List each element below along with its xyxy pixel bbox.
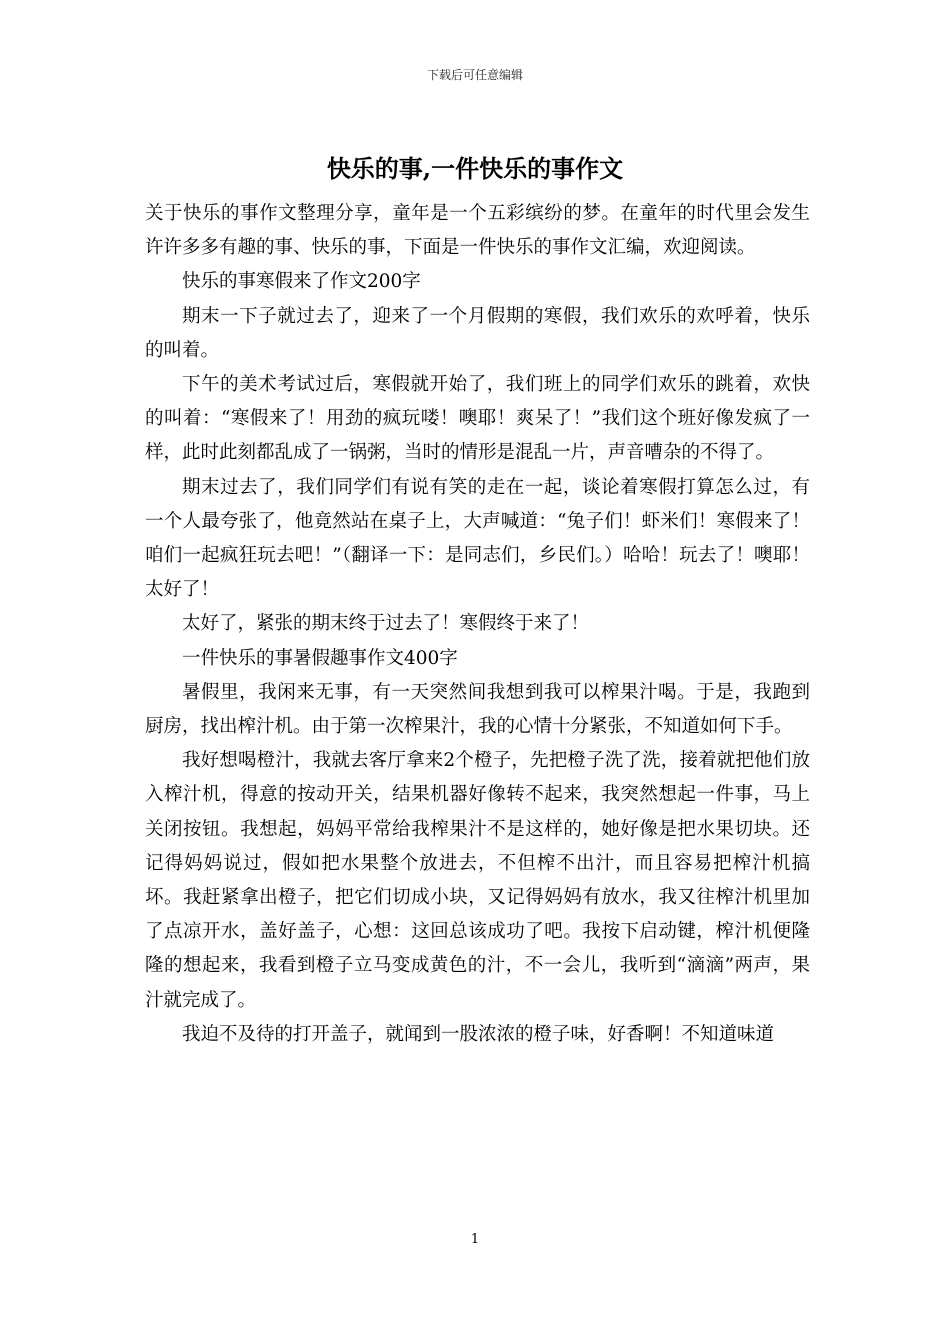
section-heading-winter: 快乐的事寒假来了作文200字	[182, 271, 421, 293]
document-title: 快乐的事,一件快乐的事作文	[326, 154, 624, 183]
intro-paragraph: 关于快乐的事作文整理分享，童年是一个五彩缤纷的梦。在童年的时代里会发生许许多多有趣的事、快乐的事，下面是一件快乐的事作文汇编，欢迎阅读。	[145, 203, 810, 259]
section-heading-summer: 一件快乐的事暑假趣事作文400字	[182, 647, 458, 669]
body-paragraph: 太好了，紧张的期末终于过去了！寒假终于来了！	[182, 613, 590, 635]
body-paragraph: 暑假里，我闲来无事，有一天突然间我想到我可以榨果汁喝。于是，我跑到厨房，找出榨汁机。由于第一次榨果汁，我的心情十分紧张，不知道如何下手。	[145, 681, 810, 738]
body-paragraph: 期末过去了，我们同学们有说有笑的走在一起，谈论着寒假打算怎么过，有一个人最夸张了，他竟然站在桌子上，大声喊道：“兔子们！虾米们！寒假来了！咱们一起疯狂玩去吧！”（翻译一下：是同志们，乡民们。）哈哈！玩去了！噢耶！太好了！	[145, 476, 810, 601]
body-paragraph: 我迫不及待的打开盖子，就闻到一股浓浓的橙子味，好香啊！不知道味道	[182, 1023, 775, 1045]
body-paragraph: 期末一下子就过去了，迎来了一个月假期的寒假，我们欢乐的欢呼着，快乐的叫着。	[145, 305, 810, 361]
document-body	[145, 197, 810, 1052]
body-paragraph: 我好想喝橙汁，我就去客厅拿来2个橙子，先把橙子洗了洗，接着就把他们放入榨汁机，得意的按动开关，结果机器好像转不起来，我突然想起一件事，马上关闭按钮。我想起，妈妈平常给我榨果汁不是这样的，她好像是把水果切块。还记得妈妈说过，假如把水果整个放进去，不但榨不出汁，而且容易把榨汁机搞坏。我赶紧拿出橙子，把它们切成小块，又记得妈妈有放水，我又往榨汁机里加了点凉开水，盖好盖子，心想：这回总该成功了吧。我按下启动键，榨汁机便隆隆的想起来，我看到橙子立马变成黄色的汁，不一会儿，我听到“滴滴”两声，果汁就完成了。	[145, 750, 810, 1011]
page-number: 1	[470, 1232, 480, 1247]
body-paragraph: 下午的美术考试过后，寒假就开始了，我们班上的同学们欢乐的跳着，欢快的叫着：“寒假来了！用劲的疯玩喽！噢耶！爽呆了！”我们这个班好像发疯了一样，此时此刻都乱成了一锅粥，当时的情形是混乱一片，声音嘈杂的不得了。	[145, 374, 810, 464]
page-header: 下载后可任意编辑	[426, 68, 523, 82]
